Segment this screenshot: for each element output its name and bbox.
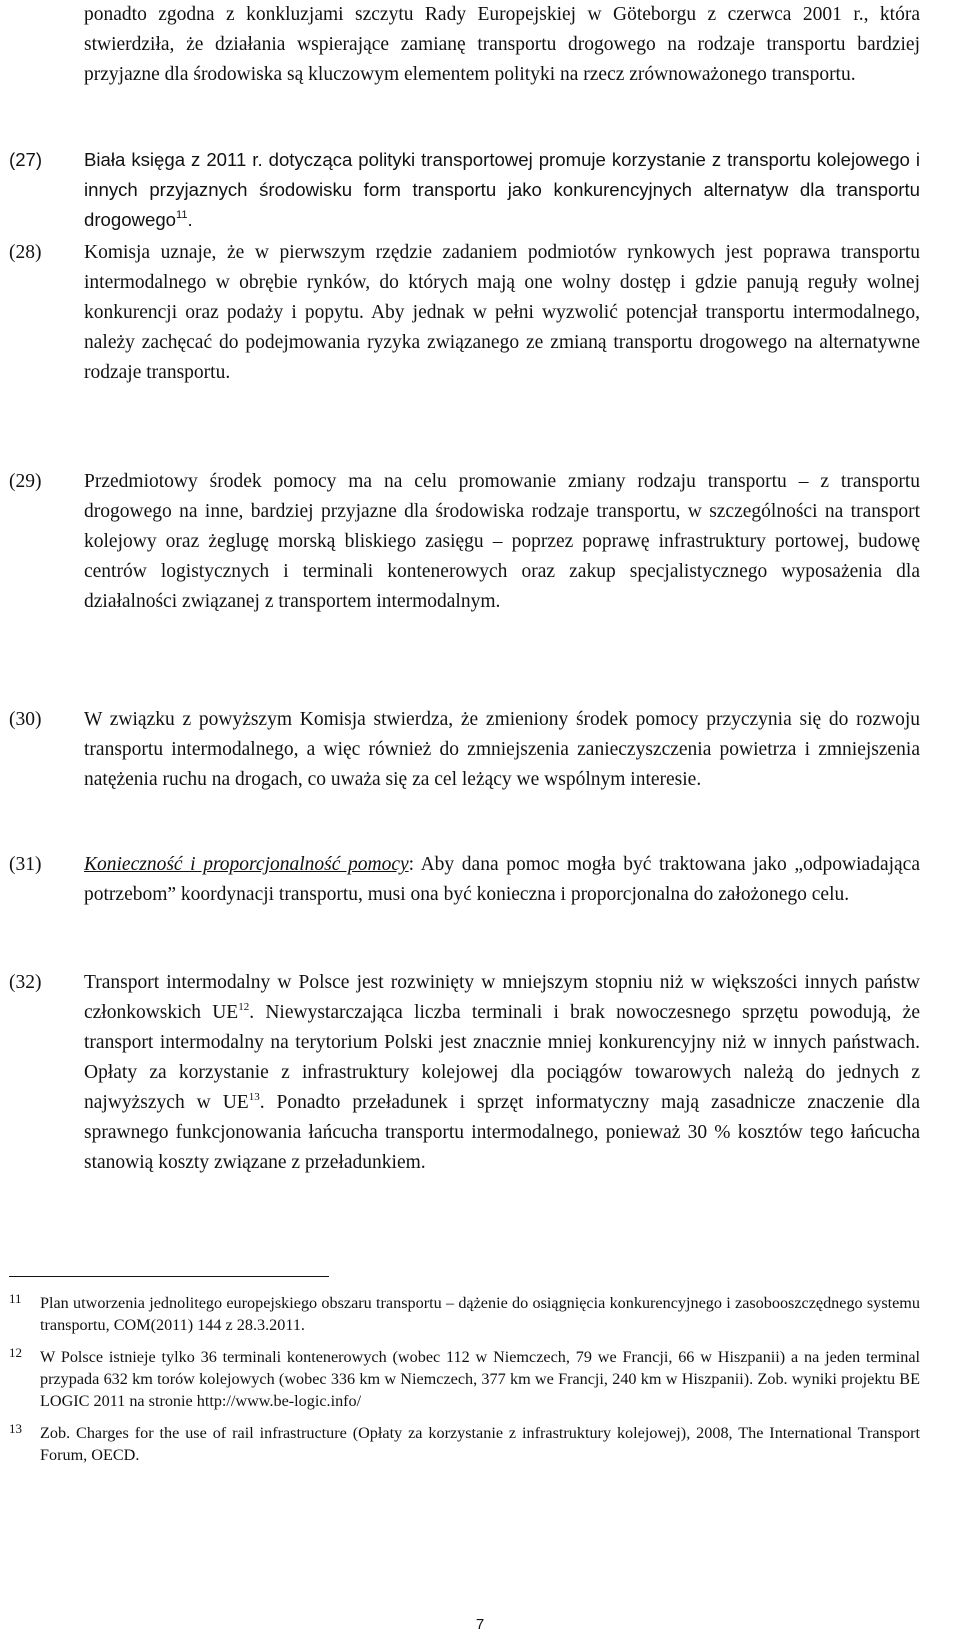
paragraph-text: Transport intermodalny w Polsce jest rozwinięty w mniejszym stopniu niż w większości innych państw członkowskich UE$^{12}$. Niewystarczająca liczba terminali i brak nowoczesnego sprzętu powodują, że transport intermodalny na terytorium Polski jest znacznie mniej konkurencyjny niż w innych państwach. Opłaty za korzystanie z infrastruktury kolejowej dla pociągów towarowych należą do jednych z najwyższych w UE$^{13}$. Ponadto przeładunek i sprzęt informatyczny mają zasadnicze znaczenie dla sprawnego funkcjonowania łańcucha transportu intermodalnego, ponieważ 30 % kosztów tego łańcucha stanowią koszty związane z przeładunkiem. — [84, 972, 920, 1173]
footnote-text: Plan utworzenia jednolitego europejskiego obszaru transportu – dążenie do osiągnięcia konkurencyjnego i zasobooszczędnego systemu transportu, COM(2011) 144 z 28.3.2011. — [40, 1294, 920, 1334]
paragraph-number: (27) — [9, 149, 43, 170]
footnote-text: Zob. Charges for the use of rail infrastructure (Opłaty za korzystanie z infrastruktury kolejowej), 2008, The International Transport Forum, OECD. — [40, 1424, 920, 1464]
paragraph-text: Biała księga z 2011 r. dotycząca polityki transportowej promuje korzystanie z transportu kolejowego i innych przyjaznych środowisku form transportu jako konkurencyjnych alternatyw dla transportu drogowego$^{11}$. — [84, 149, 920, 230]
intro-paragraph: ponadto zgodna z konkluzjami szczytu Rady Europejskiej w Göteborgu z czerwca 2001 r., która stwierdziła, że działania wspierające zamianę transportu drogowego na rodzaje transportu bardziej przyjazne dla środowiska są kluczowym elementem polityki na rzecz zrównoważonego transportu. — [84, 4, 920, 85]
footnote-ref-12[interactable]: 12 — [238, 1001, 250, 1013]
footnote-text: W Polsce istnieje tylko 36 terminali kontenerowych (wobec 112 w Niemczech, 79 we Francji, 66 w Hiszpanii) a na jeden terminal przypada 632 km torów kolejowych (wobec 336 km w Niemczech, 377 km we Francji, 240 km w Hiszpanii). Zob. wyniki projektu BE LOGIC 2011 na stronie http://www.be-logic.info/ — [40, 1348, 920, 1410]
paragraph-number: (31) — [9, 854, 42, 875]
paragraph-number: (30) — [9, 709, 42, 730]
footnote-number: 11 — [9, 1291, 22, 1306]
section-heading: Konieczność i proporcjonalność pomocy — [84, 854, 409, 875]
paragraph-text: Konieczność i proporcjonalność pomocy: Aby dana pomoc mogła być traktowana jako „odpowiadająca potrzebom” koordynacji transportu, musi ona być konieczna i proporcjonalna do założonego celu. — [84, 854, 920, 905]
footnote-number: 12 — [9, 1345, 22, 1360]
paragraph-number: (28) — [9, 242, 42, 263]
footnote-number: 13 — [9, 1421, 22, 1436]
paragraph-text: Komisja uznaje, że w pierwszym rzędzie zadaniem podmiotów rynkowych jest poprawa transportu intermodalnego w obrębie rynków, do których mają one wolny dostęp i gdzie panują reguły wolnej konkurencji oraz podaży i popytu. Aby jednak w pełni wyzwolić potencjał transportu intermodalnego, należy zachęcać do podejmowania ryzyka związanego ze zmianą transportu drogowego na alternatywne rodzaje transportu. — [84, 242, 920, 383]
paragraph-number: (32) — [9, 972, 42, 993]
paragraph-number: (29) — [9, 471, 42, 492]
footnote-separator — [9, 1276, 329, 1277]
footnote-ref-11[interactable]: 11 — [176, 209, 188, 221]
paragraph-text: Przedmiotowy środek pomocy ma na celu promowanie zmiany rodzaju transportu – z transportu drogowego na inne, bardziej przyjazne dla środowiska rodzaje transportu, w szczególności na transport kolejowy oraz żeglugę morską bliskiego zasięgu – poprzez poprawę infrastruktury portowej, budowę centrów logistycznych i terminali kontenerowych oraz zakup specjalistycznego wyposażenia dla działalności związanej z transportem intermodalnym. — [84, 471, 920, 612]
page-number: 7 — [475, 1616, 485, 1633]
paragraph-text: W związku z powyższym Komisja stwierdza, że zmieniony środek pomocy przyczynia się do rozwoju transportu intermodalnego, a więc również do zmniejszenia zanieczyszczenia powietrza i zmniejszenia natężenia ruchu na drogach, co uważa się za cel leżący we wspólnym interesie. — [84, 709, 920, 790]
footnote-ref-13[interactable]: 13 — [248, 1091, 260, 1103]
